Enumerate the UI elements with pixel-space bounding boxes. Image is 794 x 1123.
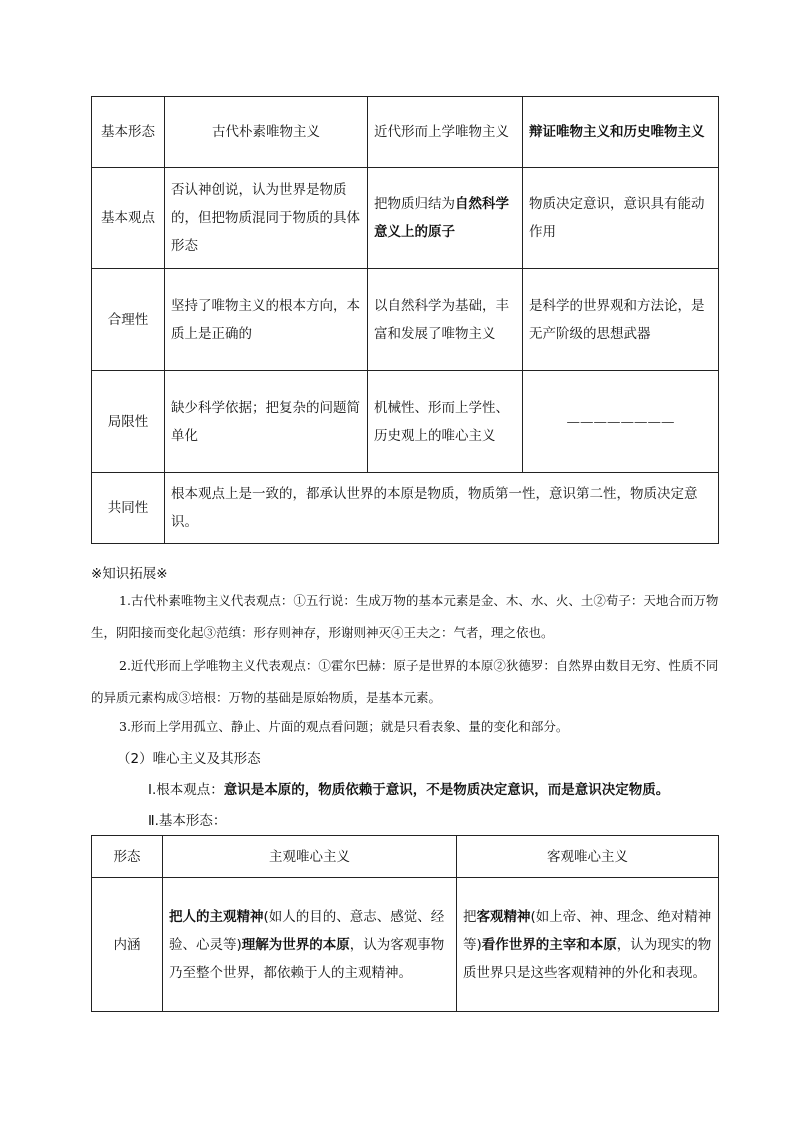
cell-metaphysical-limitation: 机械性、形而上学性、历史观上的唯心主义 xyxy=(368,371,523,473)
cell-dialectical-rationality: 是科学的世界观和方法论，是无产阶级的思想武器 xyxy=(523,269,719,371)
cell-common: 根本观点上是一致的，都承认世界的本原是物质，物质第一性，意识第二性，物质决定意识。 xyxy=(165,473,719,544)
cell-dialectical-limitation xyxy=(523,371,719,473)
cell-text-bold: 理解为世界的本原 xyxy=(241,936,350,953)
row-label-basic-view: 基本观点 xyxy=(92,168,165,269)
knowledge-extension-title: ※知识拓展※ xyxy=(91,566,168,582)
header-form: 形态 xyxy=(92,836,163,878)
header-subjective-idealism: 主观唯心主义 xyxy=(163,836,457,878)
table-row-common xyxy=(92,473,719,544)
table-header-row xyxy=(92,836,719,878)
table-header-row xyxy=(92,97,719,168)
cell-objective-connotation xyxy=(457,878,719,1012)
extension-paragraph-2: 2.近代形而上学唯物主义代表观点：①霍尔巴赫：原子是世界的本原②狄德罗：自然界由数目无穷、性质不同的异质元素构成③培根：万物的基础是原始物质，是基本元素。 xyxy=(91,658,719,705)
cell-dialectical-basic-view: 物质决定意识，意识具有能动作用 xyxy=(523,168,719,269)
idealism-forms-table xyxy=(91,835,719,1012)
header-metaphysical-materialism: 近代形而上学唯物主义 xyxy=(368,97,523,168)
cell-text: (如人的目的、意志、感觉、经验、心灵等) xyxy=(169,908,445,953)
idealism-basic-forms-label: Ⅱ.基本形态： xyxy=(148,813,227,829)
cell-metaphysical-rationality: 以自然科学为基础，丰富和发展了唯物主义 xyxy=(368,269,523,371)
header-basic-form: 基本形态 xyxy=(92,97,165,168)
materialism-forms-table xyxy=(91,96,719,544)
cell-text: ，认为客观事物乃至整个世界，都依赖于人的主观精神。 xyxy=(169,936,445,981)
cell-text: 把 xyxy=(463,908,477,925)
cell-text: (如上帝、神、理念、绝对精神等) xyxy=(463,908,712,953)
cell-text-bold: 客观精神 xyxy=(476,908,531,925)
cell-text: 把物质归结为 xyxy=(374,196,455,212)
cell-text-bold: 看作世界的主宰和本原 xyxy=(481,936,617,953)
row-label-connotation: 内涵 xyxy=(92,878,163,1012)
cell-metaphysical-basic-view xyxy=(368,168,523,269)
table-row-connotation xyxy=(92,878,719,1012)
section-heading-idealism: （2）唯心主义及其形态 xyxy=(117,751,261,767)
row-label-rationality: 合理性 xyxy=(92,269,165,371)
idealism-basic-view xyxy=(148,778,669,798)
row-label-limitation: 局限性 xyxy=(92,371,165,473)
header-ancient-materialism: 古代朴素唯物主义 xyxy=(165,97,368,168)
header-objective-idealism: 客观唯心主义 xyxy=(457,836,719,878)
roman1-label: Ⅰ.根本观点： xyxy=(148,782,224,798)
dash-placeholder: ———————— xyxy=(566,413,675,430)
header-dialectical-materialism: 辩证唯物主义和历史唯物主义 xyxy=(523,97,719,168)
extension-paragraph-3: 3.形而上学用孤立、静止、片面的观点看问题；就是只看表象、量的变化和部分。 xyxy=(119,719,569,734)
cell-ancient-limitation: 缺少科学依据；把复杂的问题简单化 xyxy=(165,371,368,473)
cell-ancient-basic-view: 否认神创说，认为世界是物质的，但把物质混同于物质的具体形态 xyxy=(165,168,368,269)
roman1-bold-text: 意识是本原的，物质依赖于意识，不是物质决定意识，而是意识决定物质。 xyxy=(223,782,670,798)
extension-paragraph-1: 1.古代朴素唯物主义代表观点：①五行说：生成万物的基本元素是金、木、水、火、土②荀子：天地合而万物生，阴阳接而变化起③范缜：形存则神存，形谢则神灭④王夫之：气者，理之依也。 xyxy=(91,593,719,640)
table-row-basic-view xyxy=(92,168,719,269)
cell-subjective-connotation xyxy=(163,878,457,1012)
cell-text: ，认为现实的物质世界只是这些客观精神的外化和表现。 xyxy=(463,936,712,981)
cell-text-bold: 自然科学意义上的原子 xyxy=(374,196,509,240)
row-label-common: 共同性 xyxy=(92,473,165,544)
table-row-limitation xyxy=(92,371,719,473)
table-row-rationality xyxy=(92,269,719,371)
cell-ancient-rationality: 坚持了唯物主义的根本方向，本质上是正确的 xyxy=(165,269,368,371)
cell-text-bold: 把人的主观精神 xyxy=(169,908,264,925)
